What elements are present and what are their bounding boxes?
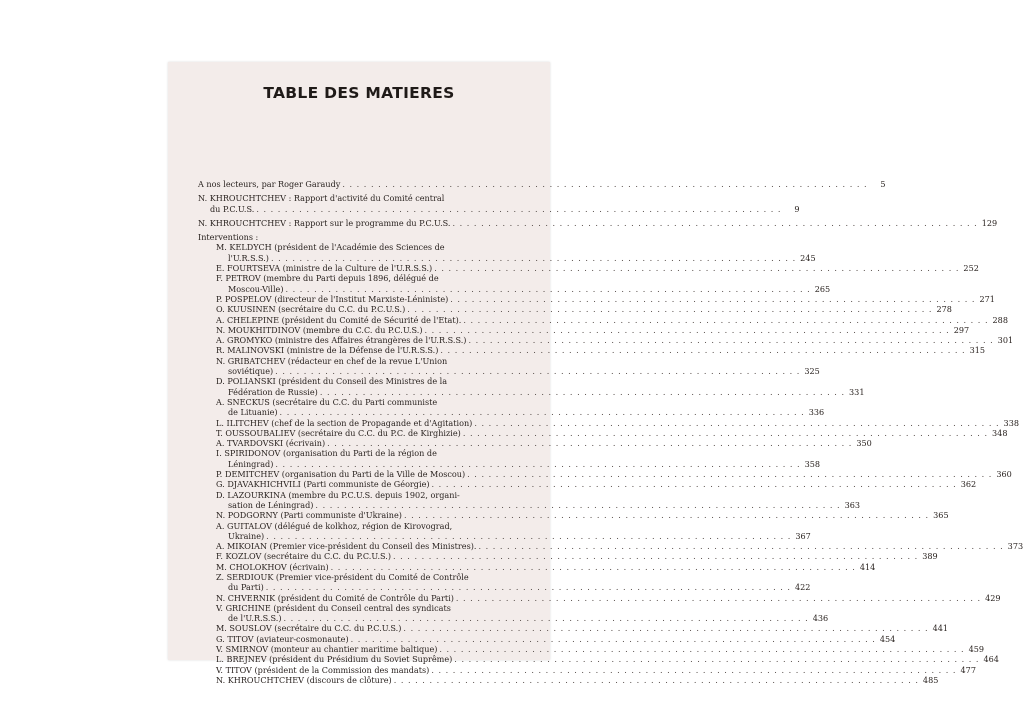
dot-leader: . . . . . . . . . . . . . . . . . . . . . . . . . . . . . . . . . . . . . . . . . . . . . . . . . . . . . . . . . . . . . . . . . . . . . . . . . . [452,217,978,228]
toc-entry [198,376,865,397]
toc-entry [198,179,886,189]
dot-leader: . . . . . . . . . . . . . . . . . . . . . . . . . . . . . . . . . . . . . . . . . . . . . . . . . . . . . . . . . . . . . . . . . . . . . . . . . . [478,541,1004,552]
toc-entry-text: sation de Léningrad) [228,499,314,510]
dot-leader: . . . . . . . . . . . . . . . . . . . . . . . . . . . . . . . . . . . . . . . . . . . . . . . . . . . . . . . . . . . . . . . . . . . . . . . . . . [468,335,994,346]
toc-entry [198,479,977,490]
dot-leader: . . . . . . . . . . . . . . . . . . . . . . . . . . . . . . . . . . . . . . . . . . . . . . . . . . . . . . . . . . . . . . . . . . . . . . . . . . [455,592,982,603]
toc-entry-text: R. MALINOVSKI (ministre de la Défense de l'U.R.S.S.) [216,345,439,356]
toc-page-number: 365 [933,510,949,521]
toc-entry [198,314,1008,325]
toc-page-number: 331 [849,386,865,397]
toc-entry-text: de l'U.R.S.S.) [228,613,282,624]
toc-page-number: 325 [804,366,820,377]
toc-entry [198,602,829,624]
toc-entry-text: Ukraine) [228,530,265,541]
toc-entry-text: N. PODGORNY (Parti communiste d'Ukraine) [216,510,402,521]
toc-entry-text: I. SPIRIDONOV (organisation du Parti de la région de [216,448,437,459]
dot-leader: . . . . . . . . . . . . . . . . . . . . . . . . . . . . . . . . . . . . . . . . . . . . . . . . . . . . . . . . . . . . . . . . . . . . . . . . . . [266,530,792,541]
toc-entry-text: F. KOZLOV (secrétaire du C.C. du P.C.U.S.) [216,551,392,562]
dot-leader: . . . . . . . . . . . . . . . . . . . . . . . . . . . . . . . . . . . . . . . . . . . . . . . . . . . . . . . . . . . . . . . . . . . . . . . . . . [327,438,853,449]
toc-entry [198,633,896,644]
toc-entry-text: A. CHELEPINE (président du Comité de Sécurité de l'Etat). [216,314,462,325]
toc-page-number: 477 [960,664,976,675]
dot-leader: . . . . . . . . . . . . . . . . . . . . . . . . . . . . . . . . . . . . . . . . . . . . . . . . . . . . . . . . . . . . . . . . . . . . . . . . . . [393,674,919,685]
toc-entry-text: M. SOUSLOV (secrétaire du C.C. du P.C.U.S.) [216,623,402,634]
toc-entry-text: P. POSPELOV (directeur de l'Institut Marxiste-Léniniste) [216,293,449,304]
dot-leader: . . . . . . . . . . . . . . . . . . . . . . . . . . . . . . . . . . . . . . . . . . . . . . . . . . . . . . . . . . . . . . . . . . . . . . . . . . [330,561,856,572]
toc-entry-text: F. PETROV (membre du Parti depuis 1896, délégué de [216,273,439,284]
dot-leader: . . . . . . . . . . . . . . . . . . . . . . . . . . . . . . . . . . . . . . . . . . . . . . . . . . . . . . . . . . . . . . . . . . . . . . . . . . [265,582,791,593]
toc-entry [198,396,825,418]
toc-entry [198,541,1023,552]
toc-entry [198,571,811,593]
dot-leader: . . . . . . . . . . . . . . . . . . . . . . . . . . . . . . . . . . . . . . . . . . . . . . . . . . . . . . . . . . . . . . . . . . . . . . . . . . [350,633,876,644]
toc-entry-text: E. FOURTSEVA (ministre de la Culture de l'U.R.S.S.) [216,263,433,274]
toc-entry-text: A. SNECKUS (secrétaire du C.C. du Parti communiste [216,396,438,407]
toc-page-number: 336 [808,407,825,418]
toc-entry-text: N. KHROUCHTCHEV : Rapport d'activité du Comité central [198,193,445,204]
toc-entry [198,469,1012,480]
dot-leader: . . . . . . . . . . . . . . . . . . . . . . . . . . . . . . . . . . . . . . . . . . . . . . . . . . . . . . . . . . . . . . . . . . . . . . . . . . [454,654,980,665]
toc-entry-text: V. GRICHINE (président du Conseil central des syndicats [216,602,451,613]
toc-entry-text: M. KELDYCH (président de l'Académie des Sciences de [216,242,445,253]
toc-entry-text: A. GROMYKO (ministre des Affaires étrangères de l'U.R.S.S.) [216,335,467,346]
dot-leader: . . . . . . . . . . . . . . . . . . . . . . . . . . . . . . . . . . . . . . . . . . . . . . . . . . . . . . . . . . . . . . . . . . . . . . . . . . [319,386,846,397]
toc-entry-text: l'U.R.S.S.) [228,252,269,263]
dot-leader: . . . . . . . . . . . . . . . . . . . . . . . . . . . . . . . . . . . . . . . . . . . . . . . . . . . . . . . . . . . . . . . . . . . . . . . . . . [450,293,976,304]
toc-entry [198,417,1019,428]
toc-entry [198,335,1014,346]
toc-entry-text: G. TITOV (aviateur-cosmonaute) [216,633,349,644]
toc-page-number: 373 [1007,541,1023,552]
toc-entry-text: N. GRIBATCHEV (rédacteur en chef de la revue L'Union [216,355,448,366]
toc-entry-text: L. BREJNEV (président du Présidium du Soviet Suprême) [216,654,453,665]
toc-page-number: 338 [1003,417,1019,428]
toc-page-number: 389 [922,551,938,562]
toc-page-number: 350 [856,438,872,449]
toc-entry [198,664,976,675]
dot-leader: . . . . . . . . . . . . . . . . . . . . . . . . . . . . . . . . . . . . . . . . . . . . . . . . . . . . . . . . . . . . . . . . . . . . . . . . . . [434,263,960,274]
toc-page-number: 414 [859,561,876,572]
toc-entry [198,674,939,685]
toc-page-number: 129 [981,217,998,228]
toc-entry [198,520,811,542]
toc-entry [198,355,820,377]
toc-entry [198,551,938,562]
dot-leader: . . . . . . . . . . . . . . . . . . . . . . . . . . . . . . . . . . . . . . . . . . . . . . . . . . . . . . . . . . . . . . . . . . . . . . . . . . [342,179,868,189]
book-page [168,62,1023,685]
toc-entry-text: soviétique) [228,366,274,377]
toc-page-number: 245 [800,252,816,263]
dot-leader: . . . . . . . . . . . . . . . . . . . . . . . . . . . . . . . . . . . . . . . . . . . . . . . . . . . . . . . . . . . . . . . . . . . . . . . . . . [440,345,966,356]
toc-entry-text: Moscou-Ville) [228,283,284,294]
dot-leader: . . . . . . . . . . . . . . . . . . . . . . . . . . . . . . . . . . . . . . . . . . . . . . . . . . . . . . . . . . . . . . . . . . . . . . . . . . [270,252,797,263]
toc-entry [198,263,979,274]
toc-entry-text: N. CHVERNIK (président du Comité de Contrôle du Parti) [216,592,454,603]
toc-entry [198,217,998,228]
toc-entry-text: P. DEMITCHEV (organisation du Parti de la Ville de Moscou) [216,469,466,480]
dot-leader: . . . . . . . . . . . . . . . . . . . . . . . . . . . . . . . . . . . . . . . . . . . . . . . . . . . . . . . . . . . . . . . . . . . . . . . . . . [403,623,929,634]
toc-entry-text: A. MIKOIAN (Premier vice-président du Conseil des Ministres). [216,541,477,552]
dot-leader: . . . . . . . . . . . . . . . . . . . . . . . . . . . . . . . . . . . . . . . . . . . . . . . . . . . . . . . . . . . . . . . . . . . . . . . . . . [393,551,919,562]
toc-entry-text: A nos lecteurs, par Roger Garaudy [198,179,341,189]
toc-page-number: 459 [968,644,985,655]
dot-leader: . . . . . . . . . . . . . . . . . . . . . . . . . . . . . . . . . . . . . . . . . . . . . . . . . . . . . . . . . . . . . . . . . . . . . . . . . . [275,366,801,377]
toc-entry-text: L. ILITCHEV (chef de la section de Propagande et d'Agitation) [216,417,473,428]
toc-entry [198,561,876,572]
dot-leader: . . . . . . . . . . . . . . . . . . . . . . . . . . . . . . . . . . . . . . . . . . . . . . . . . . . . . . . . . . . . . . . . . . . . . . . . . . [463,314,989,325]
toc-page-number: 301 [997,335,1014,346]
toc-entry [198,623,949,634]
toc-entry-text: V. TITOV (président de la Commission des mandats) [216,664,430,675]
dot-leader: . . . . . . . . . . . . . . . . . . . . . . . . . . . . . . . . . . . . . . . . . . . . . . . . . . . . . . . . . . . . . . . . . . . . . . . . . . [474,417,1000,428]
toc-entry-text: Z. SERDIOUK (Premier vice-président du Comité de Contrôle [216,571,469,582]
toc-page-number: 464 [983,654,999,665]
toc-entry [198,232,538,242]
table-of-contents [198,179,1023,685]
toc-entry-text: G. DJAVAKHICHVILI (Parti communiste de Géorgie) [216,479,430,490]
dot-leader: . . . . . . . . . . . . . . . . . . . . . . . . . . . . . . . . . . . . . . . . . . . . . . . . . . . . . . . . . . . . . . . . . . . . . . . . . . [256,203,782,214]
toc-page-number: 454 [879,633,896,644]
toc-entry-text: Léningrad) [228,458,274,469]
dot-leader: . . . . . . . . . . . . . . . . . . . . . . . . . . . . . . . . . . . . . . . . . . . . . . . . . . . . . . . . . . . . . . . . . . . . . . . . . . [283,613,809,624]
toc-page-number: 422 [794,582,811,593]
toc-entry-text: M. CHOLOKHOV (écrivain) [216,561,329,572]
toc-entry [198,293,995,304]
toc-entry-text: N. KHROUCHTCHEV : Rapport sur le programme du P.C.U.S. [198,217,451,228]
toc-entry-text: T. OUSSOUBALIEV (secrétaire du C.C. du P.C. de Kirghizie) [216,427,461,438]
dot-leader: . . . . . . . . . . . . . . . . . . . . . . . . . . . . . . . . . . . . . . . . . . . . . . . . . . . . . . . . . . . . . . . . . . . . . . . . . . [462,427,989,438]
toc-page-number: 363 [844,499,861,510]
toc-entry [198,644,985,655]
toc-page-number: 429 [985,592,1001,603]
toc-entry [198,510,949,521]
toc-entry-text: D. LAZOURKINA (membre du P.C.U.S. depuis 1902, organi- [216,489,460,500]
toc-page-number: 252 [963,263,979,274]
toc-entry-text: Interventions : [198,232,259,243]
toc-entry-text: A. GUITALOV (délégué de kolkhoz, région de Kirovograd, [216,520,453,531]
toc-entry-text: du Parti) [228,582,264,593]
toc-entry [198,242,816,263]
toc-page-number: 441 [932,623,949,634]
dot-leader: . . . . . . . . . . . . . . . . . . . . . . . . . . . . . . . . . . . . . . . . . . . . . . . . . . . . . . . . . . . . . . . . . . . . . . . . . . [407,304,933,315]
toc-entry [198,324,970,335]
toc-entry [198,654,999,665]
dot-leader: . . . . . . . . . . . . . . . . . . . . . . . . . . . . . . . . . . . . . . . . . . . . . . . . . . . . . . . . . . . . . . . . . . . . . . . . . . [279,407,805,418]
toc-entry-text: N. MOUKHITDINOV (membre du C.C. du P.C.U.S.) [216,324,423,335]
toc-page-number: 297 [953,324,970,335]
toc-entry-text: N. KHROUCHTCHEV (discours de clôture) [216,674,392,685]
toc-page-number: 436 [812,613,829,624]
toc-page-number: 265 [814,283,831,294]
toc-page-number: 358 [804,458,821,469]
dot-leader: . . . . . . . . . . . . . . . . . . . . . . . . . . . . . . . . . . . . . . . . . . . . . . . . . . . . . . . . . . . . . . . . . . . . . . . . . . [285,283,811,294]
toc-entry [198,448,821,469]
toc-entry [198,345,986,356]
toc-entry-text: O. KUUSINEN (secrétaire du C.C. du P.C.U.S.) [216,304,406,315]
toc-entry-text: D. POLIANSKI (président du Conseil des Ministres de la [216,376,448,387]
dot-leader: . . . . . . . . . . . . . . . . . . . . . . . . . . . . . . . . . . . . . . . . . . . . . . . . . . . . . . . . . . . . . . . . . . . . . . . . . . [439,644,965,655]
toc-page-number: 278 [936,304,952,315]
toc-entry [198,489,861,511]
dot-leader: . . . . . . . . . . . . . . . . . . . . . . . . . . . . . . . . . . . . . . . . . . . . . . . . . . . . . . . . . . . . . . . . . . . . . . . . . . [431,479,957,490]
toc-page-number: 485 [922,674,939,685]
toc-entry [198,304,952,315]
toc-entry [198,592,1001,603]
dot-leader: . . . . . . . . . . . . . . . . . . . . . . . . . . . . . . . . . . . . . . . . . . . . . . . . . . . . . . . . . . . . . . . . . . . . . . . . . . [424,324,950,335]
toc-entry-text: de Lituanie) [228,407,278,418]
toc-page-number: 348 [992,427,1008,438]
toc-entry-text: du P.C.U.S. [210,203,255,214]
toc-page-number: 367 [795,530,811,541]
toc-entry [198,427,1008,438]
toc-page-number: 5 [880,179,886,189]
dot-leader: . . . . . . . . . . . . . . . . . . . . . . . . . . . . . . . . . . . . . . . . . . . . . . . . . . . . . . . . . . . . . . . . . . . . . . . . . . [431,664,957,675]
dot-leader: . . . . . . . . . . . . . . . . . . . . . . . . . . . . . . . . . . . . . . . . . . . . . . . . . . . . . . . . . . . . . . . . . . . . . . . . . . [275,458,801,469]
page-title: TABLE DES MATIERES [263,84,455,102]
toc-page-number: 362 [960,479,977,490]
dot-leader: . . . . . . . . . . . . . . . . . . . . . . . . . . . . . . . . . . . . . . . . . . . . . . . . . . . . . . . . . . . . . . . . . . . . . . . . . . [403,510,930,521]
toc-page-number: 271 [979,293,995,304]
toc-page-number: 315 [969,345,986,356]
toc-page-number: 288 [992,314,1008,325]
toc-entry-text: V. SMIRNOV (monteur au chantier maritime baltique) [216,644,438,655]
toc-entry [198,438,872,449]
toc-entry-text: A. TVARDOVSKI (écrivain) [216,438,326,449]
toc-entry [198,193,800,214]
toc-entry [198,273,831,294]
toc-page-number: 9 [794,203,800,214]
dot-leader: . . . . . . . . . . . . . . . . . . . . . . . . . . . . . . . . . . . . . . . . . . . . . . . . . . . . . . . . . . . . . . . . . . . . . . . . . . [467,469,993,480]
toc-entry-text: Fédération de Russie) [228,386,318,397]
toc-page-number: 360 [996,469,1012,480]
dot-leader: . . . . . . . . . . . . . . . . . . . . . . . . . . . . . . . . . . . . . . . . . . . . . . . . . . . . . . . . . . . . . . . . . . . . . . . . . . [315,499,841,510]
